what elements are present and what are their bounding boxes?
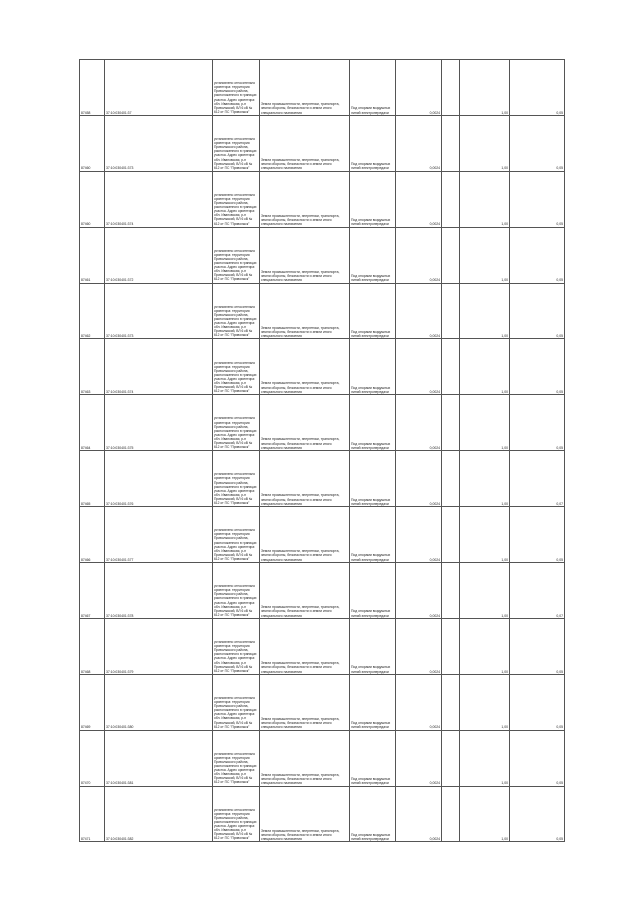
cell-empty — [442, 339, 460, 395]
cell-land-category: Земли промышленности, энергетики, транспорта, земли обороны, безопасности и земли иного специального назначения — [260, 674, 350, 730]
cell-area: 0,0024 — [396, 227, 442, 283]
cell-row-number: 87469 — [80, 674, 105, 730]
table-row — [80, 283, 565, 339]
cell-location-description: установлено относительно ориентира: территория Приволжского района, расположенного в границах участка. Адрес ориентира: обл. Ивановская, р-н Приволжский, ВЛ 6 кВ № 612 от ПС "Приволжск" — [213, 730, 260, 786]
cell-cadastral-number: 37:10:030401:373 — [105, 283, 213, 339]
cell-location-description: установлено относительно ориентира: территория Приволжского района, расположенного в границах участка. Адрес ориентира: обл. Ивановская, р-н Приволжский, ВЛ 6 кВ № 612 от ПС "Приволжск" — [213, 339, 260, 395]
cell-row-number: 87460 — [80, 115, 105, 171]
cell-land-category: Земли промышленности, энергетики, транспорта, земли обороны, безопасности и земли иного специального назначения — [260, 730, 350, 786]
cell-cadastral-number: 37:10:030401:381 — [105, 730, 213, 786]
table-row — [80, 786, 565, 842]
cell-location-description: установлено относительно ориентира: территория Приволжского района, расположенного в границах участка. Адрес ориентира: обл. Ивановская, р-н Приволжский, ВЛ 6 кВ № 612 от ПС "Приволжск" — [213, 451, 260, 507]
cell-location-description: установлено относительно ориентира: территория Приволжского района, расположенного в границах участка. Адрес ориентира: обл. Ивановская, р-н Приволжский, ВЛ 6 кВ № 612 от ПС "Приволжск" — [213, 618, 260, 674]
cell-permitted-use: Под опорами воздушных линий электропередачи — [350, 60, 396, 116]
cell-empty — [442, 283, 460, 339]
cell-row-number: 87463 — [80, 339, 105, 395]
table-row — [80, 674, 565, 730]
cell-empty — [442, 395, 460, 451]
cell-area: 0,0024 — [396, 60, 442, 116]
cell-share: 1,00 — [460, 283, 510, 339]
cell-permitted-use: Под опорами воздушных линий электропередачи — [350, 563, 396, 619]
cell-rate: 0,05 — [510, 507, 565, 563]
cell-row-number: 87462 — [80, 283, 105, 339]
cell-share: 1,00 — [460, 395, 510, 451]
cell-rate: 0,05 — [510, 730, 565, 786]
cell-location-description: установлено относительно ориентира: территория Приволжского района, расположенного в границах участка. Адрес ориентира: обл. Ивановская, р-н Приволжский, ВЛ 6 кВ № 612 от ПС "Приволжск" — [213, 395, 260, 451]
cell-land-category: Земли промышленности, энергетики, транспорта, земли обороны, безопасности и земли иного специального назначения — [260, 339, 350, 395]
cell-rate: 0,05 — [510, 618, 565, 674]
cell-cadastral-number: 37:10:030401:374 — [105, 339, 213, 395]
cell-share: 1,00 — [460, 60, 510, 116]
cell-area: 0,0024 — [396, 115, 442, 171]
cell-rate: 0,07 — [510, 563, 565, 619]
table-row — [80, 115, 565, 171]
table-row — [80, 395, 565, 451]
cell-area: 0,0024 — [396, 339, 442, 395]
cell-location-description: установлено относительно ориентира: территория Приволжского района, расположенного в границах участка. Адрес ориентира: обл. Ивановская, р-н Приволжский, ВЛ 6 кВ № 612 от ПС "Приволжск" — [213, 171, 260, 227]
cell-cadastral-number: 37:10:030401:374 — [105, 171, 213, 227]
cell-cadastral-number: 37:10:030401:378 — [105, 563, 213, 619]
cell-row-number: 87468 — [80, 618, 105, 674]
cell-permitted-use: Под опорами воздушных линий электропередачи — [350, 339, 396, 395]
cell-location-description: установлено относительно ориентира: территория Приволжского района, расположенного в границах участка. Адрес ориентира: обл. Ивановская, р-н Приволжский, ВЛ 6 кВ № 612 от ПС "Приволжск" — [213, 283, 260, 339]
cell-area: 0,0024 — [396, 507, 442, 563]
table-row — [80, 60, 565, 116]
cell-permitted-use: Под опорами воздушных линий электропередачи — [350, 618, 396, 674]
cell-cadastral-number: 37:10:030401:382 — [105, 786, 213, 842]
table-body — [80, 60, 565, 842]
cell-cadastral-number: 37:10:030401:379 — [105, 618, 213, 674]
cell-cadastral-number: 37:10:030401:372 — [105, 227, 213, 283]
cell-area: 0,0024 — [396, 786, 442, 842]
cell-rate: 0,05 — [510, 283, 565, 339]
cell-rate: 0,05 — [510, 674, 565, 730]
cell-row-number: 87460 — [80, 171, 105, 227]
cell-land-category: Земли промышленности, энергетики, транспорта, земли обороны, безопасности и земли иного специального назначения — [260, 507, 350, 563]
cell-land-category: Земли промышленности, энергетики, транспорта, земли обороны, безопасности и земли иного специального назначения — [260, 618, 350, 674]
cell-permitted-use: Под опорами воздушных линий электропередачи — [350, 115, 396, 171]
cell-rate: 0,05 — [510, 395, 565, 451]
cell-share: 1,00 — [460, 507, 510, 563]
cell-permitted-use: Под опорами воздушных линий электропередачи — [350, 395, 396, 451]
cell-empty — [442, 227, 460, 283]
cell-permitted-use: Под опорами воздушных линий электропередачи — [350, 227, 396, 283]
cell-area: 0,0024 — [396, 563, 442, 619]
cell-permitted-use: Под опорами воздушных линий электропередачи — [350, 451, 396, 507]
cell-empty — [442, 171, 460, 227]
cell-permitted-use: Под опорами воздушных линий электропередачи — [350, 171, 396, 227]
cell-location-description: установлено относительно ориентира: территория Приволжского района, расположенного в границах участка. Адрес ориентира: обл. Ивановская, р-н Приволжский, ВЛ 6 кВ № 612 от ПС "Приволжск" — [213, 563, 260, 619]
cell-area: 0,0024 — [396, 674, 442, 730]
cell-land-category: Земли промышленности, энергетики, транспорта, земли обороны, безопасности и земли иного специального назначения — [260, 283, 350, 339]
cell-share: 1,00 — [460, 227, 510, 283]
cell-share: 1,00 — [460, 451, 510, 507]
cell-share: 1,00 — [460, 563, 510, 619]
cell-row-number: 87461 — [80, 227, 105, 283]
cell-land-category: Земли промышленности, энергетики, транспорта, земли обороны, безопасности и земли иного специального назначения — [260, 60, 350, 116]
cell-empty — [442, 786, 460, 842]
cell-rate: 0,05 — [510, 786, 565, 842]
cell-rate: 0,05 — [510, 171, 565, 227]
cell-land-category: Земли промышленности, энергетики, транспорта, земли обороны, безопасности и земли иного специального назначения — [260, 227, 350, 283]
cell-empty — [442, 618, 460, 674]
table-row — [80, 171, 565, 227]
cell-permitted-use: Под опорами воздушных линий электропередачи — [350, 283, 396, 339]
cell-empty — [442, 674, 460, 730]
cell-permitted-use: Под опорами воздушных линий электропередачи — [350, 507, 396, 563]
cell-land-category: Земли промышленности, энергетики, транспорта, земли обороны, безопасности и земли иного специального назначения — [260, 115, 350, 171]
cell-row-number: 87470 — [80, 730, 105, 786]
cell-location-description: установлено относительно ориентира: территория Приволжского района, расположенного в границах участка. Адрес ориентира: обл. Ивановская, р-н Приволжский, ВЛ 6 кВ № 612 от ПС "Приволжск" — [213, 115, 260, 171]
cell-area: 0,0024 — [396, 730, 442, 786]
cell-area: 0,0024 — [396, 395, 442, 451]
cell-permitted-use: Под опорами воздушных линий электропередачи — [350, 674, 396, 730]
cell-rate: 0,05 — [510, 227, 565, 283]
cell-rate: 0,05 — [510, 339, 565, 395]
cell-location-description: установлено относительно ориентира: территория Приволжского района, расположенного в границах участка. Адрес ориентира: обл. Ивановская, р-н Приволжский, ВЛ 6 кВ № 612 от ПС "Приволжск" — [213, 60, 260, 116]
table-row — [80, 507, 565, 563]
cell-permitted-use: Под опорами воздушных линий электропередачи — [350, 730, 396, 786]
land-plots-table — [79, 59, 565, 842]
table-row — [80, 618, 565, 674]
cell-row-number: 87467 — [80, 563, 105, 619]
cell-area: 0,0024 — [396, 618, 442, 674]
cell-share: 1,00 — [460, 115, 510, 171]
cell-cadastral-number: 37:10:030401:380 — [105, 674, 213, 730]
cell-row-number: 87464 — [80, 395, 105, 451]
cell-location-description: установлено относительно ориентира: территория Приволжского района, расположенного в границах участка. Адрес ориентира: обл. Ивановская, р-н Приволжский, ВЛ 6 кВ № 612 от ПС "Приволжск" — [213, 674, 260, 730]
cell-cadastral-number: 37:10:030401:377 — [105, 507, 213, 563]
cell-share: 1,00 — [460, 730, 510, 786]
cell-share: 1,00 — [460, 171, 510, 227]
cell-cadastral-number: 37:10:030401:373 — [105, 115, 213, 171]
cell-share: 1,00 — [460, 786, 510, 842]
cell-empty — [442, 115, 460, 171]
cell-location-description: установлено относительно ориентира: территория Приволжского района, расположенного в границах участка. Адрес ориентира: обл. Ивановская, р-н Приволжский, ВЛ 6 кВ № 612 от ПС "Приволжск" — [213, 786, 260, 842]
cell-land-category: Земли промышленности, энергетики, транспорта, земли обороны, безопасности и земли иного специального назначения — [260, 563, 350, 619]
cell-share: 1,00 — [460, 618, 510, 674]
cell-rate: 0,05 — [510, 115, 565, 171]
cell-share: 1,00 — [460, 339, 510, 395]
cell-cadastral-number: 37:10:030401:376 — [105, 451, 213, 507]
cell-rate: 0,05 — [510, 60, 565, 116]
cell-land-category: Земли промышленности, энергетики, транспорта, земли обороны, безопасности и земли иного специального назначения — [260, 451, 350, 507]
cell-empty — [442, 60, 460, 116]
cell-cadastral-number: 37:10:030401:375 — [105, 395, 213, 451]
cell-row-number: 87458 — [80, 60, 105, 116]
table-row — [80, 339, 565, 395]
cell-cadastral-number: 37:10:030401:37 — [105, 60, 213, 116]
table-row — [80, 451, 565, 507]
cell-location-description: установлено относительно ориентира: территория Приволжского района, расположенного в границах участка. Адрес ориентира: обл. Ивановская, р-н Приволжский, ВЛ 6 кВ № 612 от ПС "Приволжск" — [213, 227, 260, 283]
cell-empty — [442, 507, 460, 563]
cell-land-category: Земли промышленности, энергетики, транспорта, земли обороны, безопасности и земли иного специального назначения — [260, 171, 350, 227]
cell-share: 1,00 — [460, 674, 510, 730]
cell-area: 0,0024 — [396, 451, 442, 507]
cell-land-category: Земли промышленности, энергетики, транспорта, земли обороны, безопасности и земли иного специального назначения — [260, 395, 350, 451]
cell-empty — [442, 451, 460, 507]
cell-rate: 0,07 — [510, 451, 565, 507]
table-row — [80, 227, 565, 283]
table-row — [80, 730, 565, 786]
cell-area: 0,0024 — [396, 171, 442, 227]
table-row — [80, 563, 565, 619]
cell-area: 0,0024 — [396, 283, 442, 339]
cell-row-number: 87471 — [80, 786, 105, 842]
cell-empty — [442, 730, 460, 786]
cell-empty — [442, 563, 460, 619]
cell-land-category: Земли промышленности, энергетики, транспорта, земли обороны, безопасности и земли иного специального назначения — [260, 786, 350, 842]
cell-row-number: 87465 — [80, 451, 105, 507]
cell-row-number: 87466 — [80, 507, 105, 563]
cell-permitted-use: Под опорами воздушных линий электропередачи — [350, 786, 396, 842]
cell-location-description: установлено относительно ориентира: территория Приволжского района, расположенного в границах участка. Адрес ориентира: обл. Ивановская, р-н Приволжский, ВЛ 6 кВ № 612 от ПС "Приволжск" — [213, 507, 260, 563]
